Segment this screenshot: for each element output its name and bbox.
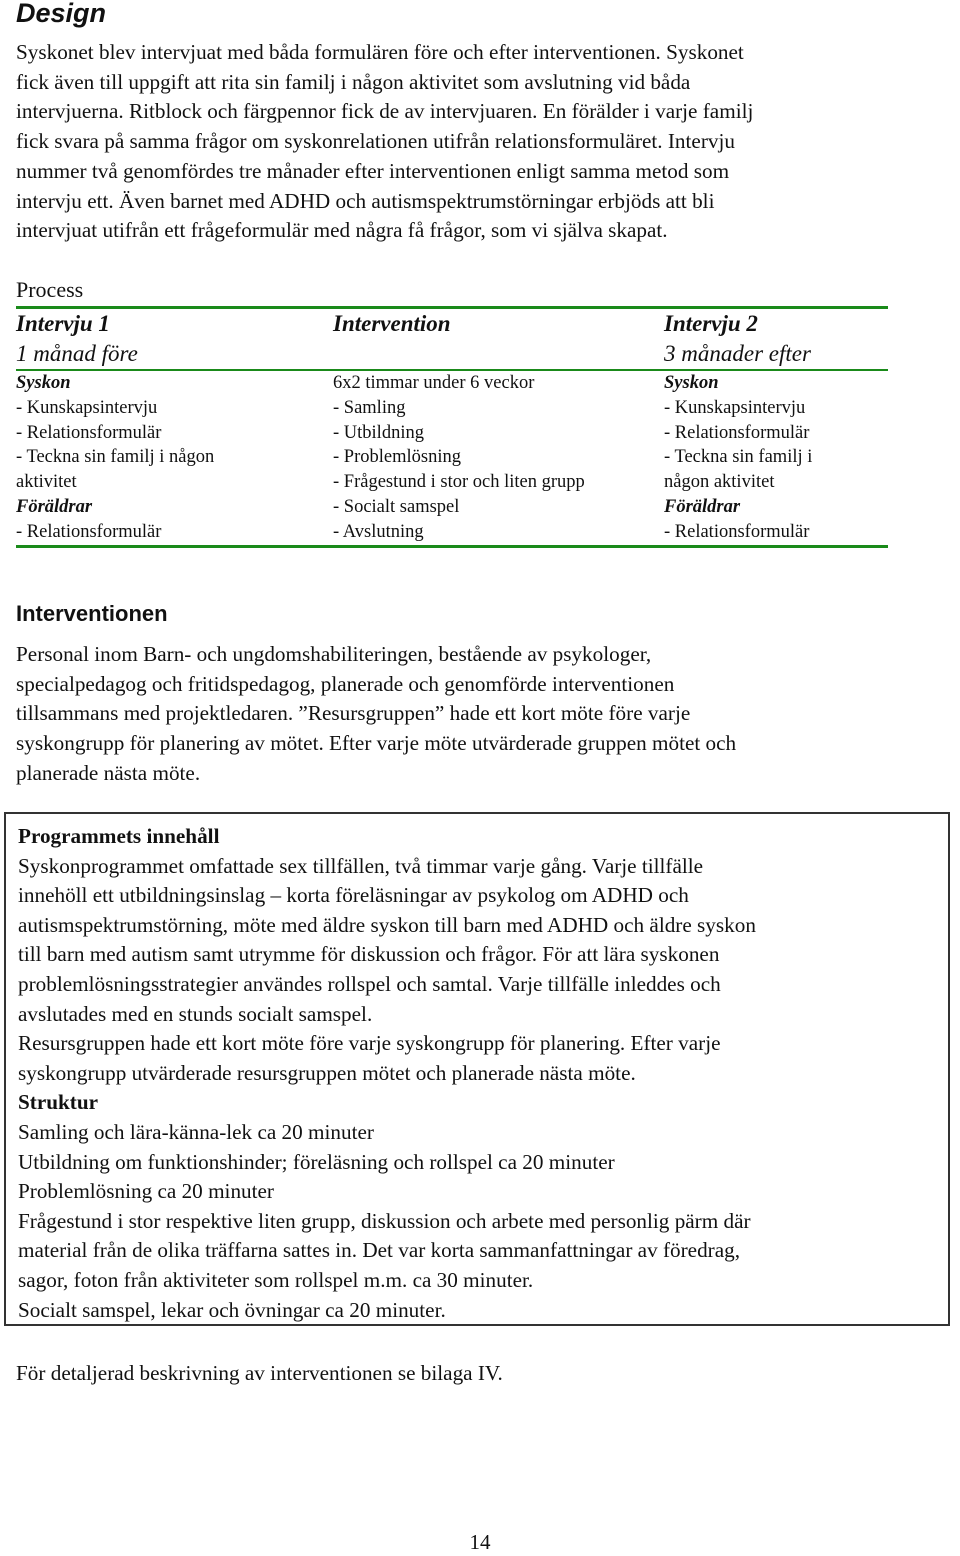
table-header-row <box>16 309 888 369</box>
table-cell-line: 6x2 timmar under 6 veckor <box>333 373 535 393</box>
box-text-line: Syskonprogrammet omfattade sex tillfällen, två timmar varje gång. Varje tillfälle <box>18 853 704 878</box>
process-table <box>16 306 888 548</box>
box-text-line: innehöll ett utbildningsinslag – korta föreläsningar av psykolog om ADHD och <box>18 883 689 908</box>
table-body <box>16 371 888 545</box>
text-line: specialpedagog och fritidspedagog, planerade och genomförde interventionen <box>16 671 675 696</box>
table-cell-line: - Frågestund i stor och liten grupp <box>333 472 585 493</box>
header-subtitle: 3 månader efter <box>664 341 811 366</box>
table-cell-line: - Avslutning <box>333 521 424 542</box>
table-cell-line: Syskon <box>16 373 71 393</box>
text-line: Personal inom Barn- och ungdomshabiliteringen, bestående av psykologer, <box>16 642 652 666</box>
text-line: fick svara på samma frågor om syskonrelationen utifrån relationsformuläret. Intervju <box>16 129 735 154</box>
header-col-intervju-1 <box>16 309 316 369</box>
table-cell-line: - Teckna sin familj i <box>664 447 813 468</box>
box-text-line: autismspektrumstörning, möte med äldre syskon till barn med ADHD och äldre syskon <box>18 912 756 937</box>
box-text-line: syskongrupp utvärderade resursgruppen mötet och planerade nästa möte. <box>18 1060 636 1085</box>
body-col-intervju-1 <box>16 371 316 545</box>
interventionen-paragraph <box>16 640 946 789</box>
header-col-intervju-2 <box>664 309 894 369</box>
table-cell-line: någon aktivitet <box>664 472 775 493</box>
text-line: planerade nästa möte. <box>16 760 201 785</box>
table-cell-line: - Relationsformulär <box>664 422 810 443</box>
table-cell-line: - Kunskapsintervju <box>16 397 158 418</box>
table-cell-line: - Socialt samspel <box>333 496 460 517</box>
text-line: intervjuerna. Ritblock och färgpennor fick de av intervjuaren. En förälder i varje familj <box>16 99 754 124</box>
box-text-line: problemlösningsstrategier användes rollspel och samtal. Varje tillfälle inleddes och <box>18 971 721 996</box>
header-subtitle: 1 månad före <box>16 341 138 366</box>
text-line: nummer två genomfördes tre månader efter interventionen enligt samma metod som <box>16 158 730 183</box>
box-text-line: till barn med autism samt utrymme för diskussion och frågor. För att lära syskonen <box>18 942 720 967</box>
table-bottom-rule <box>16 545 888 548</box>
design-paragraph <box>16 38 946 246</box>
table-cell-line: Föräldrar <box>16 496 93 517</box>
program-content-text <box>18 822 938 1325</box>
body-col-intervention <box>333 371 653 545</box>
program-content-box <box>4 812 950 1326</box>
process-label: Process <box>16 277 84 302</box>
text-line: syskongrupp för planering av mötet. Efter varje möte utvärderade gruppen mötet och <box>16 731 737 756</box>
page-number: 14 <box>469 1530 491 1554</box>
box-subheading: Programmets innehåll <box>18 824 220 848</box>
header-title: Intervention <box>333 311 451 336</box>
table-cell-line: - Problemlösning <box>333 447 461 468</box>
table-cell-line: - Relationsformulär <box>664 521 810 542</box>
table-cell-line: - Relationsformulär <box>16 521 162 542</box>
box-text-line: Resursgruppen hade ett kort möte före varje syskongrupp för planering. Efter varje <box>18 1031 721 1056</box>
box-text-line: sagor, foton från aktiviteter som rollspel m.m. ca 30 minuter. <box>18 1267 534 1292</box>
table-cell-line: Syskon <box>664 373 719 393</box>
table-cell-line: - Kunskapsintervju <box>664 397 806 418</box>
box-text-line: Frågestund i stor respektive liten grupp, diskussion och arbete med personlig pärm där <box>18 1208 751 1233</box>
header-subtitle <box>333 339 653 369</box>
box-text-line: Problemlösning ca 20 minuter <box>18 1179 274 1204</box>
box-text-line: avslutades med en stunds socialt samspel. <box>18 1001 373 1026</box>
header-title: Intervju 1 <box>16 311 110 336</box>
footer-note: För detaljerad beskrivning av interventionen se bilaga IV. <box>16 1361 503 1385</box>
table-cell-line: Föräldrar <box>664 496 741 517</box>
text-line: intervju ett. Även barnet med ADHD och autismspektrumstörningar erbjöds att bli <box>16 188 715 213</box>
table-cell-line: - Samling <box>333 397 406 418</box>
header-col-intervention <box>333 309 653 369</box>
table-cell-line: - Utbildning <box>333 422 424 443</box>
box-text-line: material från de olika träffarna sattes in. Det var korta sammanfattningar av föredrag, <box>18 1238 741 1263</box>
section-heading-design: Design <box>16 0 107 28</box>
table-cell-line: aktivitet <box>16 472 77 493</box>
box-text-line: Samling och lära-känna-lek ca 20 minuter <box>18 1119 374 1144</box>
header-title: Intervju 2 <box>664 311 758 336</box>
text-line: tillsammans med projektledaren. ”Resursgruppen” hade ett kort möte före varje <box>16 701 691 726</box>
text-line: intervjuat utifrån ett frågeformulär med några få frågor, som vi själva skapat. <box>16 218 668 243</box>
box-text-line: Utbildning om funktionshinder; föreläsning och rollspel ca 20 minuter <box>18 1149 615 1174</box>
table-cell-line: - Relationsformulär <box>16 422 162 443</box>
table-cell-line: - Teckna sin familj i någon <box>16 447 215 468</box>
text-line: fick även till uppgift att rita sin familj i någon aktivitet som avslutning vid båda <box>16 69 691 94</box>
text-line: Syskonet blev intervjuat med båda formulären före och efter interventionen. Syskonet <box>16 40 744 64</box>
box-text-line: Socialt samspel, lekar och övningar ca 20 minuter. <box>18 1297 446 1322</box>
section-heading-interventionen: Interventionen <box>16 601 168 626</box>
body-col-intervju-2 <box>664 371 894 545</box>
box-subheading: Struktur <box>18 1090 99 1115</box>
